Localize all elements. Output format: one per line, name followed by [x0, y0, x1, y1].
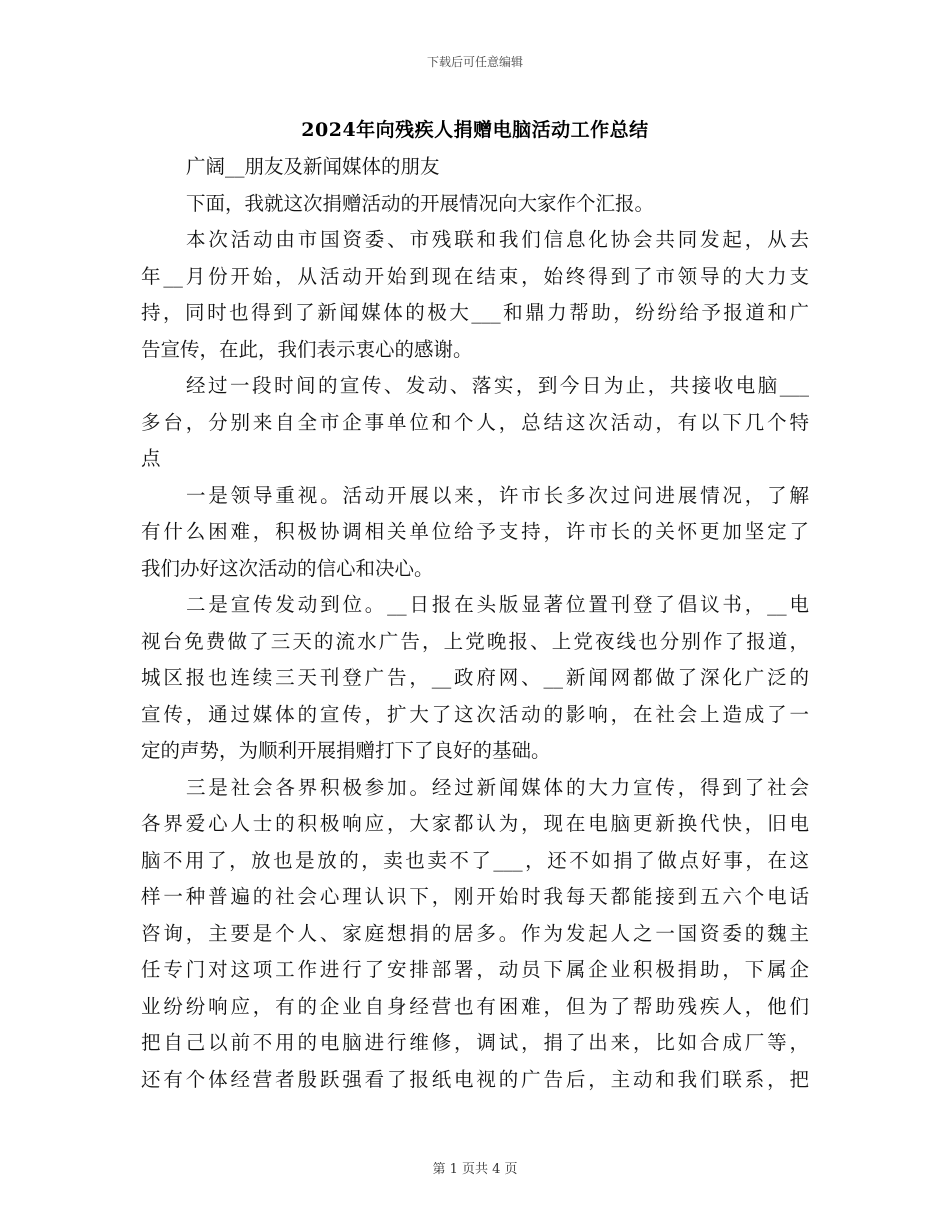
text-line: 二是宣传发动到位。__日报在头版显著位置刊登了倡议书，__电 [186, 593, 809, 616]
text-line: 把自己以前不用的电脑进行维修，调试，捐了出来，比如合成厂等， [141, 1031, 809, 1054]
text-line: 脑不用了，放也是放的，卖也卖不了___，还不如捐了做点好事，在这 [141, 848, 809, 872]
text-line: 三是社会各界积极参加。经过新闻媒体的大力宣传，得到了社会 [186, 775, 809, 799]
text-line: 经过一段时间的宣传、发动、落实，到今日为止，共接收电脑___ [186, 374, 809, 397]
text-line: 多台，分别来自全市企事单位和个人，总结这次活动，有以下几个特 [141, 410, 809, 434]
text-line: 本次活动由市国资委、市残联和我们信息化协会共同发起，从去 [186, 228, 809, 251]
text-line: 有什么困难，积极协调相关单位给予支持，许市长的关怀更加坚定了 [141, 520, 809, 543]
text-line: 咨询，主要是个人、家庭想捐的居多。作为发起人之一国资委的魏主 [141, 921, 809, 945]
text-line: 告宣传，在此，我们表示衷心的感谢。 [141, 337, 473, 361]
text-line: 持，同时也得到了新闻媒体的极大___和鼎力帮助，纷纷给予报道和广 [141, 301, 809, 324]
document-title: 2024年向残疾人捐赠电脑活动工作总结 [301, 119, 649, 141]
text-line: 视台免费做了三天的流水广告，上党晚报、上党夜线也分别作了报道， [141, 629, 809, 653]
text-line: 我们办好这次活动的信心和决心。 [141, 556, 434, 580]
text-line: 宣传，通过媒体的宣传，扩大了这次活动的影响，在社会上造成了一 [141, 702, 809, 726]
text-line: 任专门对这项工作进行了安排部署，动员下属企业积极捐助，下属企 [141, 958, 809, 981]
page-header: 下载后可任意编辑 [426, 55, 523, 69]
text-line: 广阔__朋友及新闻媒体的朋友 [186, 155, 440, 178]
text-line: 年__月份开始，从活动开始到现在结束，始终得到了市领导的大力支 [141, 264, 809, 288]
text-line: 城区报也连续三天刊登广告，__政府网、__新闻网都做了深化广泛的 [141, 666, 809, 689]
page-footer: 第 1 页共 4 页 [432, 1162, 518, 1177]
text-line: 点 [141, 447, 161, 470]
document-body [141, 149, 809, 1098]
text-line: 定的声势，为顺利开展捐赠打下了良好的基础。 [141, 739, 551, 762]
text-line: 业纷纷响应，有的企业自身经营也有困难，但为了帮助残疾人，他们 [141, 994, 809, 1018]
text-line: 一是领导重视。活动开展以来，许市长多次过问进展情况，了解 [186, 483, 809, 507]
text-line: 样一种普遍的社会心理认识下，刚开始时我每天都能接到五六个电话 [141, 885, 809, 908]
text-line: 还有个体经营者殷跃强看了报纸电视的广告后，主动和我们联系，把 [141, 1067, 809, 1091]
text-line: 各界爱心人士的积极响应，大家都认为，现在电脑更新换代快，旧电 [141, 812, 809, 835]
text-line: 下面，我就这次捐赠活动的开展情况向大家作个汇报。 [186, 191, 655, 215]
